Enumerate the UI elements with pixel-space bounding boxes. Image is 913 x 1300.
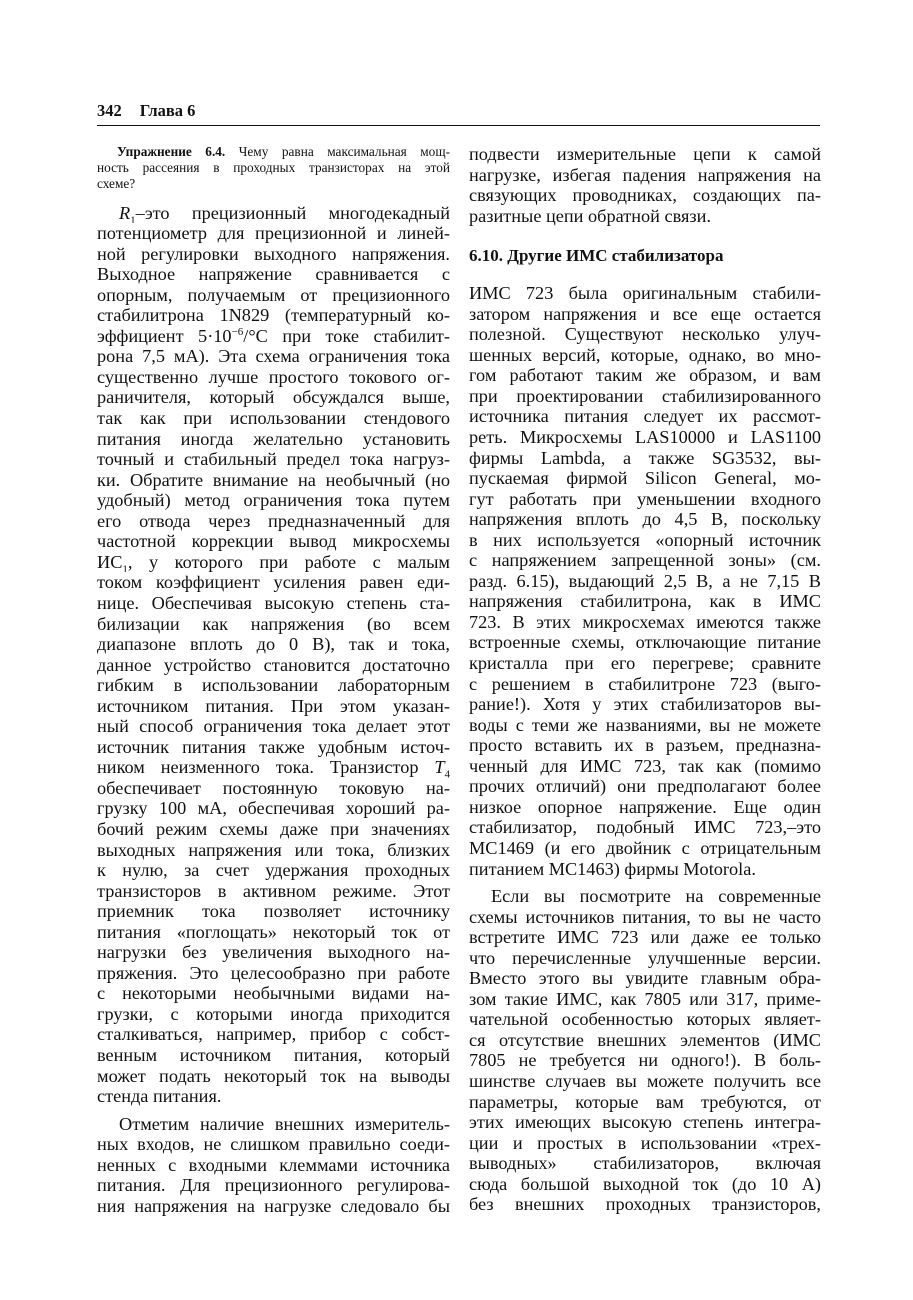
text-line: воды с теми же названиями, вы не можете: [469, 714, 821, 735]
text-line: напряжения стабилитрона, как в ИМС: [469, 591, 821, 612]
r1-symbol: R: [119, 202, 131, 223]
text-line: так как при использовании стендового: [97, 408, 450, 429]
text-line: гом работают таким же образом, и вам: [469, 365, 821, 386]
text-line: ся отсутствие внешних элементов (ИМС: [469, 1029, 821, 1050]
text-line: диапазоне вплоть до 0 В), так и тока,: [97, 634, 450, 655]
text-line: ченный для ИМС 723, так как (помимо: [469, 755, 821, 776]
text-line: питания. Для прецизионного регулирова-: [97, 1175, 450, 1196]
text-line: источника питания следует их рассмот-: [469, 406, 821, 427]
paragraph: [469, 886, 821, 1215]
text-line: ИМС 723 была оригинальным стабили-: [469, 283, 821, 304]
text-line: Выходное напряжение сравнивается с: [97, 264, 450, 285]
text-line: потенциометр для прецизионной и линей-: [97, 223, 450, 244]
text-line: напряжения вплоть до 4,5 В, поскольку: [469, 509, 821, 530]
exercise-line: ность рассеяния в проходных транзисторах на этой: [97, 160, 450, 176]
text-line: гибким в использовании лабораторным: [97, 675, 450, 696]
text-line: сталкиваться, например, прибор с собст-: [97, 1024, 450, 1045]
text-line: источник питания также удобным источ-: [97, 736, 450, 757]
text-line: разд. 6.15), выдающий 2,5 В, а не 7,15 В: [469, 570, 821, 591]
text-line: венным источником питания, который: [97, 1044, 450, 1065]
text-line: $R_1$–это прецизионный многодекадный: [119, 202, 450, 224]
text-line: данное устройство становится достаточно: [97, 654, 450, 675]
text-line: питания иногда желательно установить: [97, 428, 450, 449]
paragraph: [97, 203, 450, 1107]
paragraph: [469, 144, 821, 226]
text-line: ных входов, не слишком правильно соеди-: [97, 1134, 450, 1155]
text-line: рона 7,5 мА). Эта схема ограничения тока: [97, 346, 450, 367]
text-line: пряжения. Это целесообразно при работе: [97, 962, 450, 983]
text-line: с некоторыми необычными видами на-: [97, 983, 450, 1004]
text-line: удобный) метод ограничения тока путем: [97, 490, 450, 511]
text-line: при проектировании стабилизированного: [469, 385, 821, 406]
text-line: шенных версий, которые, однако, во мно-: [469, 344, 821, 365]
text-line: эффициент $5\cdot 10^{-6}/^\circ C$ при токе стабилит-: [97, 325, 450, 346]
text-line: ции и простых в использовании «трех-: [469, 1132, 821, 1153]
text-line: к нулю, за счет удержания проходных: [97, 860, 450, 881]
paragraph: [97, 1114, 450, 1217]
text-line: нагрузки без увеличения выходного на-: [97, 942, 450, 963]
text-line: низкое опорное напряжение. Еще один: [469, 796, 821, 817]
text-line: ный способ ограничения тока делает этот: [97, 716, 450, 737]
running-header: [97, 101, 820, 126]
text-line: грузку 100 мА, обеспечивая хороший ра-: [97, 798, 450, 819]
text-line: ной регулировки выходного напряжения.: [97, 243, 450, 264]
exercise-block: [97, 144, 450, 193]
text-line: прочих отличий) они предполагают более: [469, 776, 821, 797]
text-line: затором напряжения и все еще остается: [469, 303, 821, 324]
text-line: частотной коррекции вывод микросхемы: [97, 531, 450, 552]
text-line: нице. Обеспечивая высокую степень ста-: [97, 592, 450, 613]
text-line: ния напряжения на нагрузке следовало бы: [97, 1195, 450, 1216]
text-line: разитные цепи обратной связи.: [469, 205, 712, 226]
text-line: сюда большой выходной ток (до 10 А): [469, 1173, 821, 1194]
text-line: 7805 не требуется ни одного!). В боль-: [469, 1050, 821, 1071]
text-line: Вместо этого вы увидите главным обра-: [469, 968, 821, 989]
text-line: MC1469 (и его двойник с отрицательным: [469, 837, 821, 858]
text-line: питанием MC1463) фирмы Motorola.: [469, 858, 756, 879]
text-line: 723. В этих микросхемах имеются также: [469, 611, 821, 632]
text-line: обеспечивает постоянную токовую на-: [97, 777, 450, 798]
text-line: Если вы посмотрите на современные: [491, 886, 821, 907]
page-number: 342: [97, 101, 122, 120]
chapter-title: Глава 6: [139, 101, 196, 120]
text-line: встроенные схемы, отключающие питание: [469, 632, 821, 653]
text-line: пускаемая фирмой Silicon General, мо-: [469, 468, 821, 489]
t4-symbol: T: [434, 757, 445, 778]
text-line: выводных» стабилизаторов, включая: [469, 1153, 821, 1174]
text-line: приемник тока позволяет источнику: [97, 901, 450, 922]
text-line: шинстве случаев вы можете получить все: [469, 1070, 821, 1091]
text-line: полезной. Существуют несколько улуч-: [469, 324, 821, 345]
left-column: [97, 144, 450, 1216]
text-line: без внешних проходных транзисторов,: [469, 1194, 821, 1215]
text-line: с решением в стабилитроне 723 (выго-: [469, 673, 821, 694]
text-line: фирмы Lambda, а также SG3532, вы-: [469, 447, 821, 468]
text-line: рание!). Хотя у этих стабилизаторов вы-: [469, 694, 821, 715]
text-line: грузки, с которыми иногда приходится: [97, 1003, 450, 1024]
text-line: раничителя, который обсуждался выше,: [97, 387, 450, 408]
text-line: питания «поглощать» некоторый ток от: [97, 921, 450, 942]
text-line: что перечисленные улучшенные версии.: [469, 947, 821, 968]
text-line: его отвода через предназначенный для: [97, 510, 450, 531]
text-line: существенно лучше простого токового ог-: [97, 366, 450, 387]
text-line: встретите ИМС 723 или даже ее только: [469, 927, 821, 948]
text-line: зом такие ИМС, как 7805 или 317, приме-: [469, 988, 821, 1009]
text-line: может подать некоторый ток на выводы: [97, 1065, 450, 1086]
text-line: ненных с входными клеммами источника: [97, 1154, 450, 1175]
text-line: Отметим наличие внешних измеритель-: [119, 1113, 450, 1134]
text-line: нагрузке, избегая падения напряжения на: [469, 164, 821, 185]
text-line: просто вставить их в разъем, предназна-: [469, 735, 821, 756]
text-line: гут работать при уменьшении входного: [469, 488, 821, 509]
right-column: [469, 144, 821, 1215]
text-line: транзисторов в активном режиме. Этот: [97, 880, 450, 901]
exercise-line: схеме?: [97, 176, 136, 192]
text-line: опорным, получаемым от прецизионного: [97, 284, 450, 305]
text-line: током коэффициент усиления равен еди-: [97, 572, 450, 593]
exercise-line: Упражнение 6.4. Чему равна максимальная мощ-: [117, 144, 450, 159]
text-line: стенда питания.: [97, 1086, 222, 1107]
text-line: схемы источников питания, то вы не часто: [469, 906, 821, 927]
text-line: этих имеющих высокую степень интегра-: [469, 1112, 821, 1133]
text-line: билизации как напряжения (во всем: [97, 613, 450, 634]
section-heading: 6.10. Другие ИМС стабилизатора: [469, 246, 724, 266]
exercise-label: Упражнение 6.4.: [117, 144, 226, 159]
text-line: выходных напряжения или тока, близких: [97, 839, 450, 860]
text-line: связующих проводниках, создающих па-: [469, 185, 821, 206]
text-line: стабилизатор, подобный ИМС 723,–это: [469, 817, 821, 838]
text-line: параметры, которые вам требуются, от: [469, 1091, 821, 1112]
text-line: бочий режим схемы даже при значениях: [97, 818, 450, 839]
text-line: подвести измерительные цепи к самой: [469, 144, 821, 164]
text-line: кристалла при его перегреве; сравните: [469, 653, 821, 674]
text-line: с напряжением запрещенной зоны» (см.: [469, 550, 821, 571]
text-line: в них используется «опорный источник: [469, 529, 821, 550]
text-line: $ИС_1$, у которого при работе с малым: [97, 551, 450, 573]
text-line: точный и стабильный предел тока нагруз-: [97, 449, 450, 470]
text-line: стабилитрона 1N829 (температурный ко-: [97, 305, 450, 326]
text-line: чательной особенностью которых являет-: [469, 1009, 821, 1030]
text-line: источником питания. При этом указан-: [97, 695, 450, 716]
text-line: ником неизменного тока. Транзистор $T_4$: [97, 757, 450, 778]
text-line: ки. Обратите внимание на необычный (но: [97, 469, 450, 490]
text-line: реть. Микросхемы LAS10000 и LAS1100: [469, 427, 821, 448]
paragraph: [469, 283, 821, 879]
